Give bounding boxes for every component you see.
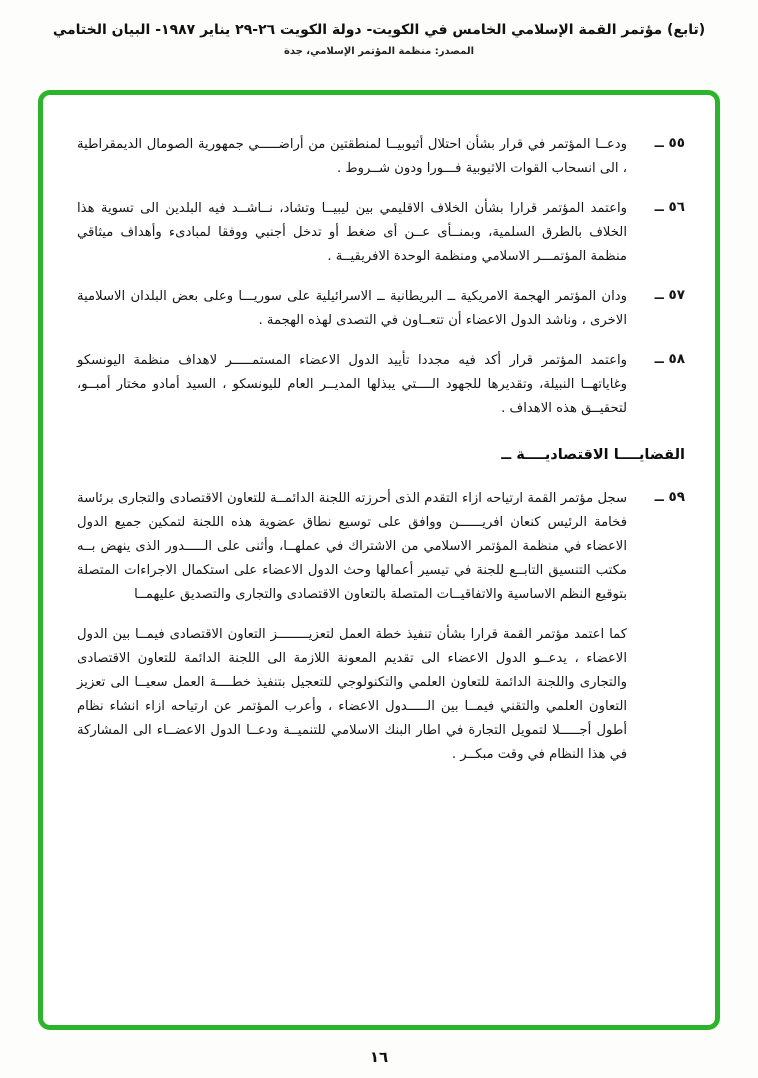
item-number: ٥٩ ــ [654, 489, 685, 506]
page-footer [0, 1048, 758, 1066]
paragraph-item-57 [77, 285, 685, 333]
item-number: ٥٨ ــ [654, 351, 685, 368]
paragraph-item-58 [77, 349, 685, 421]
paragraph-item-55 [77, 133, 685, 181]
page-header [0, 0, 758, 57]
page-number: ١٦ [369, 1048, 389, 1066]
item-text: ودان المؤتمر الهجمة الامريكية ــ البريطانية ــ الاسرائيلية على سوريـــا وعلى بعض البلدان الاسلامية الاخرى ، وناشد الدول الاعضاء أن تتعــاون في التصدى لهذه الهجمة . [77, 289, 627, 329]
document-title: (تابع) مؤتمر القمة الإسلامي الخامس في الكويت- دولة الكويت ٢٦-٢٩ يناير ١٩٨٧- البيان الختامي [52, 22, 706, 38]
item-text: ودعــا المؤتمر في قرار بشأن احتلال أثيوبيــا لمنطقتين من أراضـــــي جمهورية الصومال الديمقراطية ، الى انسحاب القوات الاثيوبية فـــورا ودون شــروط . [77, 137, 627, 177]
paragraph-item-59 [77, 487, 685, 607]
content-frame [38, 90, 720, 1030]
paragraph-item-56 [77, 197, 685, 269]
section-heading-economic-issues: القضايــــا الاقتصاديــــة ــ [501, 447, 685, 464]
item-text: واعتمد المؤتمر قرارا بشأن الخلاف الاقليمي بين ليبيــا وتشاد، نــاشــد فيه البلدين الى تسوية هذا الخلاف بالطرق السلمية، وبمنــأى عــن أى ضغط أو تدخل أجنبي ووفقا لمبادىء وأهداف ميثاقي منظمة المؤتمـــر الاسلامي ومنظمة الوحدة الافريقيــة . [77, 201, 627, 265]
item-number: ٥٦ ــ [654, 199, 685, 216]
item-text: سجل مؤتمر القمة ارتياحه ازاء التقدم الذى أحرزته اللجنة الدائمــة للتعاون الاقتصادى والتجارى برئاسة فخامة الرئيس كنعان افريــــــن ووافق على توسيع نطاق عضوية هذه اللجنة لتمكين جميع الدول الاعضاء في منظمة المؤتمر الاسلامي من الاشتراك في عملهــا، وأثنى على الـــــدور الذى ينهض بــه مكتب التنسيق التابــع للجنة في تيسير أعمالها وحث الدول الاعضاء على استكمال الاجراءات المتصلة بتوقيع النظم الاساسية والاتفاقيــات المتصلة بالتعاون الاقتصادى والتجارى والتصديق عليهمــا [77, 491, 627, 603]
document-source: المصدر: منظمة المؤتمر الإسلامي، جدة [283, 46, 475, 57]
item-number: ٥٧ ــ [654, 287, 685, 304]
paragraph-continuation-59: كما اعتمد مؤتمر القمة قرارا بشأن تنفيذ خطة العمل لتعزيــــــــز التعاون الاقتصادى فيمــا بين الدول الاعضاء ، يدعــو الدول الاعضاء الى تقديم المعونة اللازمة الى اللجنة الدائمة للتعاون الاقتصادى والتجارى واللجنة الدائمة للتعاون العلمي والتكنولوجي للتعجيل بتنفيذ خطــــة العمل سعيــا الى تعزيز التعاون العلمي والتقني فيمــا بين الـــــدول الاعضاء ، وأعرب المؤتمر عن ارتياحه ازاء انشاء نظام أطول أجـــــلا لتمويل التجارة في اطار البنك الاسلامي للتنميــة ودعــا الدول الاعضــاء الى المشاركة في هذا النظام في وقت مبكــر . [77, 627, 627, 763]
item-text: واعتمد المؤتمر قرار أكد فيه مجددا تأييد الدول الاعضاء المستمـــــر لاهداف منظمة اليونسكو وغاياتهــا النبيلة، وتقديرها للجهود الــــتي يبذلها المديــر العام لليونسكو ، السيد أمادو مختار أمبــو، لتحقيــق هذه الاهداف . [77, 353, 627, 417]
item-number: ٥٥ ــ [654, 135, 685, 151]
